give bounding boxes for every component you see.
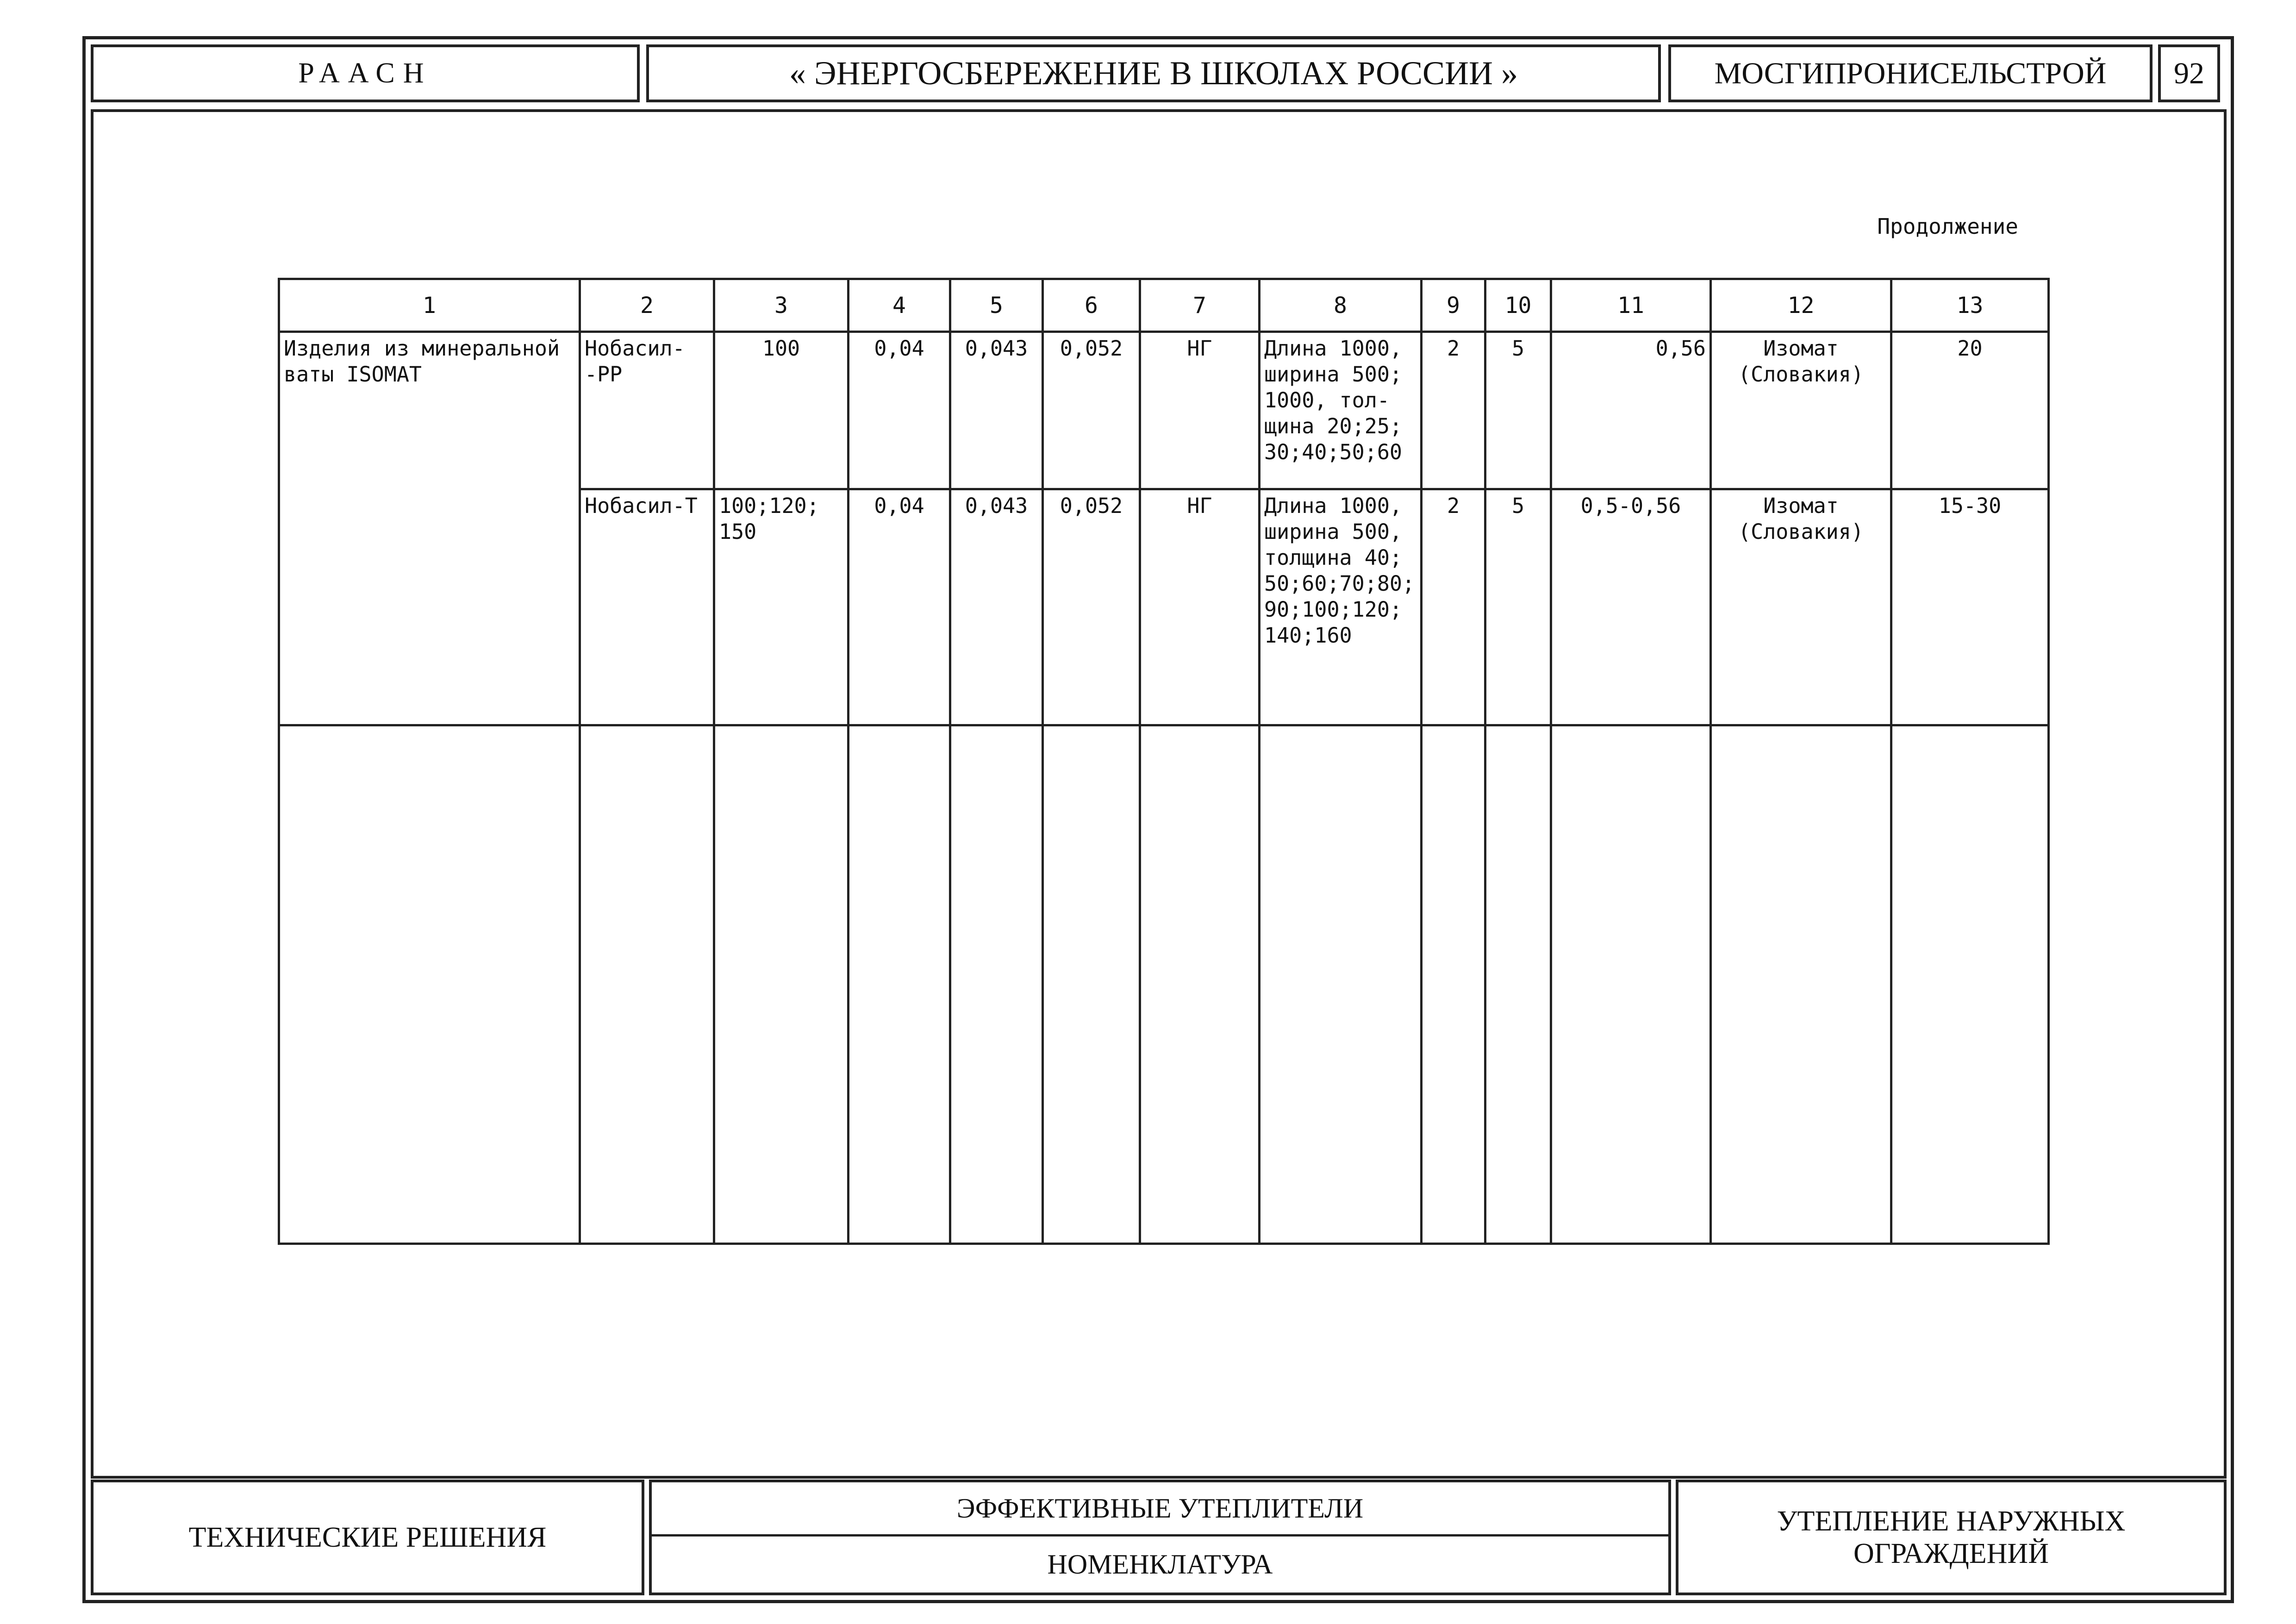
cell-brand: Нобасил- -РР [580,332,714,489]
cell-manufacturer: Изомат (Словакия) [1711,489,1891,725]
footer-section-title: ТЕХНИЧЕСКИЕ РЕШЕНИЯ [91,1480,644,1595]
cell-col9: 2 [1422,489,1485,725]
col-number-2: 2 [580,279,714,332]
cell-col9: 2 [1422,332,1485,489]
col-number-4: 4 [849,279,950,332]
col-number-10: 10 [1485,279,1551,332]
col-number-12: 12 [1711,279,1891,332]
cell-col6: 0,052 [1043,332,1140,489]
empty-cell [1422,725,1485,1244]
column-number-row [279,279,2049,332]
col-number-11: 11 [1551,279,1711,332]
col-number-8: 8 [1260,279,1422,332]
cell-col4: 0,04 [849,332,950,489]
cell-dimensions: Длина 1000, ширина 500, толщина 40; 50;60;70;80; 90;100;120; 140;160 [1260,489,1422,725]
cell-col3: 100;120; 150 [714,489,849,725]
col-number-5: 5 [950,279,1043,332]
empty-cell [279,725,580,1244]
cell-col10: 5 [1485,489,1551,725]
cell-col11: 0,5-0,56 [1551,489,1711,725]
header-org: РААСН [91,44,640,102]
col-number-9: 9 [1422,279,1485,332]
cell-col13: 20 [1891,332,2049,489]
cell-col11: 0,56 [1551,332,1711,489]
cell-col5: 0,043 [950,332,1043,489]
empty-cell [580,725,714,1244]
empty-cell [1485,725,1551,1244]
cell-manufacturer: Изомат (Словакия) [1711,332,1891,489]
cell-col7: НГ [1140,489,1260,725]
header-institute: МОСГИПРОНИСЕЛЬСТРОЙ [1668,44,2152,102]
empty-cell [849,725,950,1244]
col-number-13: 13 [1891,279,2049,332]
cell-col10: 5 [1485,332,1551,489]
empty-cell [1711,725,1891,1244]
empty-cell [1043,725,1140,1244]
col-number-1: 1 [279,279,580,332]
footer-topic: ЭФФЕКТИВНЫЕ УТЕПЛИТЕЛИ [652,1482,1668,1537]
empty-cell [1260,725,1422,1244]
footer-subtopic: НОМЕНКЛАТУРА [1047,1549,1273,1580]
continuation-label: Продолжение [1877,214,2018,239]
empty-cell [950,725,1043,1244]
materials-table [278,278,2050,1245]
cell-col6: 0,052 [1043,489,1140,725]
page-number: 92 [2158,44,2220,102]
group-name-cell: Изделия из минеральной ваты ISOMAT [279,332,580,725]
col-number-3: 3 [714,279,849,332]
cell-col13: 15-30 [1891,489,2049,725]
cell-col7: НГ [1140,332,1260,489]
cell-brand: Нобасил-Т [580,489,714,725]
cell-col4: 0,04 [849,489,950,725]
cell-dimensions: Длина 1000, ширина 500; 1000, тол- щина 20;25; 30;40;50;60 [1260,332,1422,489]
cell-col5: 0,043 [950,489,1043,725]
empty-cell [1891,725,2049,1244]
table-row [279,332,2049,489]
col-number-6: 6 [1043,279,1140,332]
header-title: « ЭНЕРГОСБЕРЕЖЕНИЕ В ШКОЛАХ РОССИИ » [646,44,1661,102]
footer-middle-block [649,1480,1671,1595]
footer-chapter: УТЕПЛЕНИЕ НАРУЖНЫХ ОГРАЖДЕНИЙ [1676,1480,2227,1595]
empty-cell [1551,725,1711,1244]
empty-cell [714,725,849,1244]
empty-cell [1140,725,1260,1244]
cell-col3: 100 [714,332,849,489]
col-number-7: 7 [1140,279,1260,332]
empty-table-row [279,725,2049,1244]
